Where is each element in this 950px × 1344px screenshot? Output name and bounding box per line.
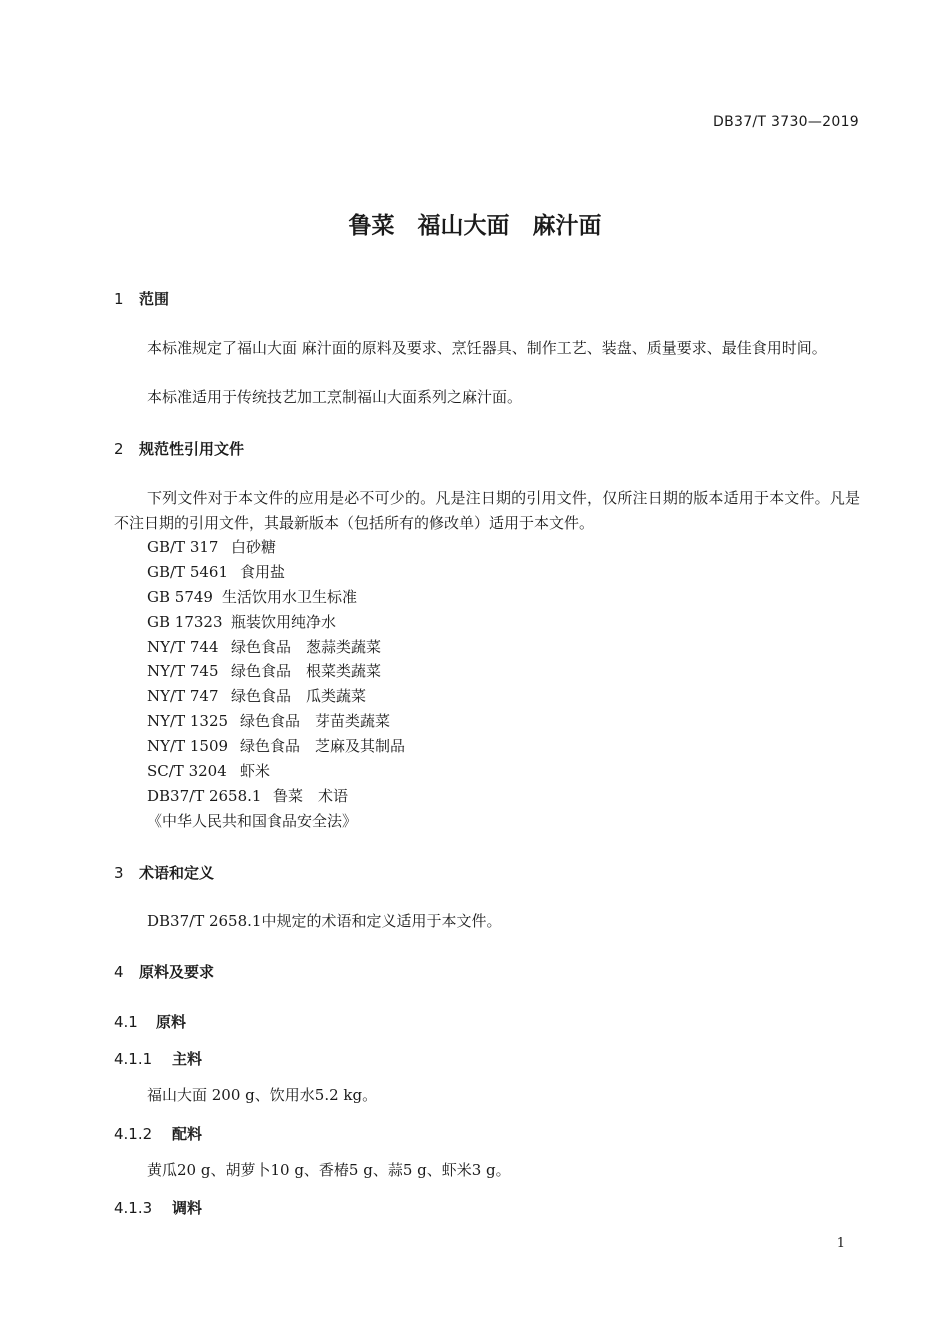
reference-code: NY/T 1325 bbox=[147, 712, 229, 731]
reference-title: 《中华人民共和国食品安全法》 bbox=[147, 811, 358, 830]
section-title: 范围 bbox=[139, 290, 170, 308]
reference-item bbox=[147, 736, 405, 761]
page-number: 1 bbox=[836, 1236, 845, 1251]
reference-title: 绿色食品 葱蒜类蔬菜 bbox=[231, 637, 382, 656]
section-title: 配料 bbox=[172, 1125, 203, 1143]
section-number: 2 bbox=[114, 440, 124, 458]
reference-code: NY/T 747 bbox=[147, 687, 219, 706]
reference-title: 绿色食品 瓜类蔬菜 bbox=[231, 687, 367, 706]
section-1-heading bbox=[114, 288, 169, 309]
terms-definition-text: DB37/T 2658.1中规定的术语和定义适用于本文件。 bbox=[147, 912, 502, 930]
reference-item bbox=[147, 786, 405, 811]
document-title: 鲁菜 福山大面 麻汁面 bbox=[348, 213, 602, 239]
reference-item bbox=[147, 587, 405, 612]
reference-code: GB 5749 bbox=[147, 587, 213, 606]
references-intro: 下列文件对于本文件的应用是必不可少的。凡是注日期的引用文件，仅所注日期的版本适用于本文件。凡是不注日期的引用文件，其最新版本（包括所有的修改单）适用于本文件。 bbox=[114, 489, 860, 532]
reference-code: GB 17323 bbox=[147, 612, 223, 631]
scope-paragraph-2: 本标准适用于传统技艺加工烹制福山大面系列之麻汁面。 bbox=[147, 388, 523, 406]
section-4-1-2-heading bbox=[114, 1123, 202, 1144]
reference-item bbox=[147, 612, 405, 637]
section-title: 术语和定义 bbox=[139, 864, 215, 882]
section-title: 原料及要求 bbox=[139, 963, 215, 981]
section-2-heading bbox=[114, 438, 244, 459]
section-4-1-3-heading bbox=[114, 1197, 202, 1218]
reference-title: 绿色食品 根菜类蔬菜 bbox=[231, 662, 382, 681]
reference-item bbox=[147, 537, 405, 562]
section-title: 主料 bbox=[172, 1050, 203, 1068]
reference-title: 瓶装饮用纯净水 bbox=[231, 612, 337, 631]
section-title: 调料 bbox=[172, 1199, 203, 1217]
section-number: 4 bbox=[114, 963, 124, 981]
reference-list bbox=[147, 537, 405, 836]
reference-code: NY/T 744 bbox=[147, 637, 219, 656]
reference-code: NY/T 745 bbox=[147, 662, 219, 681]
reference-title: 绿色食品 芝麻及其制品 bbox=[240, 737, 406, 756]
section-number: 4.1.3 bbox=[114, 1199, 153, 1217]
reference-title: 白砂糖 bbox=[231, 538, 277, 556]
section-title: 原料 bbox=[156, 1013, 187, 1031]
main-ingredients-text: 福山大面 200 g、饮用水5.2 kg。 bbox=[147, 1086, 378, 1104]
side-ingredients-text: 黄瓜20 g、胡萝卜10 g、香椿5 g、蒜5 g、虾米3 g。 bbox=[147, 1161, 511, 1179]
reference-item bbox=[147, 637, 405, 662]
reference-code: DB37/T 2658.1 bbox=[147, 786, 262, 805]
reference-title: 生活饮用水卫生标准 bbox=[222, 587, 358, 606]
reference-item bbox=[147, 686, 405, 711]
section-title: 规范性引用文件 bbox=[139, 440, 245, 458]
section-number: 3 bbox=[114, 864, 124, 882]
section-number: 4.1.2 bbox=[114, 1125, 153, 1143]
reference-title: 绿色食品 芽苗类蔬菜 bbox=[240, 712, 391, 731]
section-3-heading bbox=[114, 862, 214, 883]
section-number: 1 bbox=[114, 290, 124, 308]
reference-title: 鲁菜 术语 bbox=[273, 786, 349, 805]
reference-title: 虾米 bbox=[240, 762, 271, 781]
reference-code: SC/T 3204 bbox=[147, 762, 227, 781]
section-number: 4.1 bbox=[114, 1013, 138, 1031]
reference-item bbox=[147, 811, 405, 836]
reference-code: GB/T 317 bbox=[147, 538, 219, 556]
reference-item bbox=[147, 661, 405, 686]
scope-paragraph-1: 本标准规定了福山大面 麻汁面的原料及要求、烹饪器具、制作工艺、装盘、质量要求、最佳食用时间。 bbox=[147, 339, 827, 357]
standard-code: DB37/T 3730—2019 bbox=[713, 114, 859, 130]
section-4-heading bbox=[114, 961, 214, 982]
reference-code: GB/T 5461 bbox=[147, 562, 229, 581]
reference-title: 食用盐 bbox=[240, 562, 286, 581]
section-4-1-1-heading bbox=[114, 1048, 202, 1069]
reference-item bbox=[147, 562, 405, 587]
reference-code: NY/T 1509 bbox=[147, 737, 229, 756]
reference-item bbox=[147, 711, 405, 736]
section-number: 4.1.1 bbox=[114, 1050, 153, 1068]
section-4-1-heading bbox=[114, 1011, 186, 1032]
reference-item bbox=[147, 761, 405, 786]
